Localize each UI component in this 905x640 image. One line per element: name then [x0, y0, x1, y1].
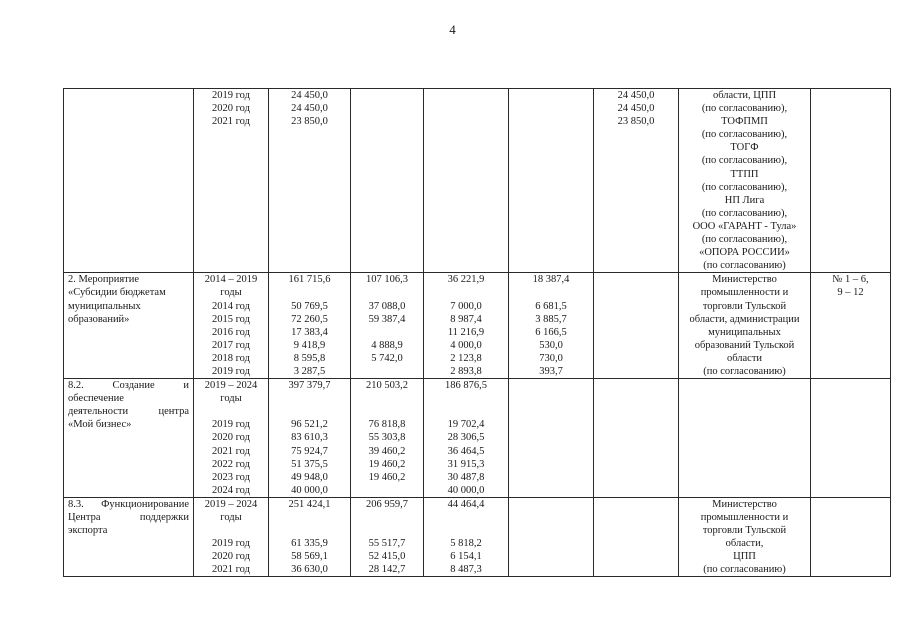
cell-line: 55 517,7	[368, 538, 406, 550]
cell-line	[428, 286, 504, 299]
cell-line: 23 850,0	[291, 116, 328, 128]
cell-line	[428, 392, 504, 405]
cell-line	[513, 286, 589, 299]
cell-line	[428, 524, 504, 537]
cell-line: 210 503,2	[366, 380, 408, 392]
cell-line	[355, 326, 419, 339]
cell-line: муниципальных	[68, 300, 141, 312]
responsible-cell	[679, 497, 811, 577]
cell-line: 393,7	[539, 365, 563, 377]
cell-line: деятельности центра	[68, 406, 189, 418]
cell-line: 8 595,8	[293, 352, 326, 364]
period-cell	[194, 273, 269, 379]
cell-line: ТТПП	[730, 168, 759, 180]
cell-line: 8 487,3	[450, 564, 482, 576]
cell-line	[355, 392, 419, 405]
cell-line: 58 569,1	[291, 551, 328, 563]
cell-line: 2. Мероприятие	[68, 274, 140, 286]
cell-line: 2017 год	[212, 339, 250, 351]
cell-line: 9 – 12	[837, 287, 864, 299]
total-amount-cell	[269, 89, 351, 273]
cell-line: 6 166,5	[535, 326, 567, 338]
cell-line: 19 460,2	[368, 458, 406, 470]
cell-line: 36 221,9	[447, 274, 485, 286]
table-row	[64, 379, 891, 498]
cell-line: № 1 – 6,	[832, 274, 869, 286]
cell-line: 61 335,9	[291, 538, 328, 550]
cell-line: 96 521,2	[291, 419, 328, 431]
cell-line: 186 876,5	[445, 380, 487, 392]
cell-line: 72 260,5	[291, 313, 328, 325]
cell-line: (по согласованию),	[701, 129, 788, 141]
cell-line: 2 893,8	[450, 365, 482, 377]
cell-line: области, ЦПП	[712, 90, 777, 101]
regional-budget-cell	[424, 497, 509, 577]
cell-line: 11 216,9	[447, 326, 485, 338]
cell-line: 24 450,0	[291, 90, 328, 101]
responsible-cell	[679, 89, 811, 273]
municipal-budget-cell	[509, 89, 594, 273]
cell-line: НП Лига	[724, 194, 765, 206]
cell-line: 2021 год	[212, 564, 250, 576]
cell-line	[273, 392, 346, 405]
activity-name-cell	[64, 497, 194, 577]
cell-line: 8.3. Функционирование	[68, 498, 189, 510]
cell-line: 49 948,0	[291, 471, 328, 483]
period-cell	[194, 89, 269, 273]
table-row	[64, 89, 891, 273]
cell-line: 76 818,8	[368, 419, 406, 431]
cell-line: 6 154,1	[450, 551, 482, 563]
cell-line	[273, 286, 346, 299]
cell-line: 36 630,0	[291, 564, 328, 576]
cell-line: 2019 год	[212, 365, 250, 377]
table-row	[64, 497, 891, 577]
cell-line: (по согласованию),	[701, 207, 788, 219]
cell-line: 50 769,5	[291, 300, 328, 312]
budget-table	[63, 88, 891, 577]
cell-line: 24 450,0	[617, 103, 655, 115]
cell-line: торговли Тульской	[702, 525, 787, 537]
cell-line: 59 387,4	[368, 313, 406, 325]
cell-line: 7 000,0	[450, 300, 482, 312]
cell-line: «Мой бизнес»	[68, 419, 132, 431]
cell-line: 161 715,6	[288, 274, 331, 286]
cell-line: 5 818,2	[450, 538, 482, 550]
regional-budget-cell	[424, 273, 509, 379]
cell-line: области	[726, 352, 763, 364]
table-row	[64, 273, 891, 379]
cell-line: (по согласованию),	[701, 103, 788, 115]
cell-line: 31 915,3	[447, 458, 485, 470]
activity-name-cell	[64, 273, 194, 379]
cell-line: 530,0	[539, 339, 563, 351]
other-sources-cell	[594, 497, 679, 577]
cell-line: годы	[220, 393, 242, 405]
cell-line: Министерство	[712, 274, 777, 286]
cell-line: 40 000,0	[447, 484, 485, 496]
cell-line: 2019 год	[212, 538, 250, 550]
cell-line: 2020 год	[212, 432, 250, 444]
cell-line: (по согласованию),	[701, 181, 788, 193]
cell-line: 24 450,0	[617, 90, 655, 101]
indicators-cell	[811, 379, 891, 498]
cell-line: 30 487,8	[447, 471, 485, 483]
cell-line: промышленности и	[700, 512, 789, 523]
cell-line: 3 287,5	[293, 365, 326, 377]
cell-line: 2024 год	[212, 484, 250, 496]
cell-line: 2019 год	[212, 90, 250, 101]
federal-budget-cell	[351, 497, 424, 577]
other-sources-cell	[594, 89, 679, 273]
cell-line: 51 375,5	[291, 458, 328, 470]
cell-line: 6 681,5	[535, 300, 567, 312]
cell-line: 2 123,8	[450, 352, 482, 364]
cell-line: 2014 – 2019	[204, 274, 258, 286]
cell-line	[273, 511, 346, 524]
cell-line: ТОФПМП	[721, 116, 768, 128]
period-cell	[194, 497, 269, 577]
cell-line: (по согласованию),	[701, 234, 788, 246]
cell-line: 2021 год	[212, 445, 250, 457]
cell-line: 2014 год	[212, 300, 250, 312]
cell-line: ЦПП	[733, 551, 756, 563]
total-amount-cell	[269, 497, 351, 577]
cell-line: Министерство	[712, 498, 777, 510]
cell-line: (по согласованию)	[703, 365, 786, 377]
cell-line: образований»	[68, 313, 130, 325]
cell-line: 37 088,0	[368, 300, 406, 312]
cell-line	[273, 524, 346, 537]
cell-line: (по согласованию)	[703, 564, 786, 576]
cell-line	[355, 511, 419, 524]
federal-budget-cell	[351, 273, 424, 379]
regional-budget-cell	[424, 379, 509, 498]
responsible-cell	[679, 273, 811, 379]
cell-line: 9 418,9	[293, 339, 326, 351]
federal-budget-cell	[351, 89, 424, 273]
municipal-budget-cell	[509, 273, 594, 379]
other-sources-cell	[594, 273, 679, 379]
page-number: 4	[449, 22, 456, 37]
cell-line: 4 000,0	[450, 339, 482, 351]
cell-line: 2020 год	[212, 103, 250, 115]
regional-budget-cell	[424, 89, 509, 273]
cell-line: 251 424,1	[288, 498, 331, 510]
indicators-cell	[811, 89, 891, 273]
cell-line: 24 450,0	[291, 103, 328, 115]
cell-line: образований Тульской	[694, 339, 795, 351]
cell-line: 206 959,7	[366, 498, 408, 510]
cell-line: 2019 – 2024	[204, 380, 258, 392]
cell-line: муниципальных	[708, 326, 781, 338]
cell-line: 18 387,4	[532, 274, 570, 286]
cell-line: «Субсидии бюджетам	[68, 287, 166, 299]
cell-line: 2018 год	[212, 352, 250, 364]
cell-line	[428, 405, 504, 418]
cell-line: годы	[220, 287, 242, 299]
cell-line: 55 303,8	[368, 432, 406, 444]
cell-line: 23 850,0	[617, 116, 655, 128]
cell-line: 52 415,0	[368, 551, 406, 563]
cell-line	[355, 365, 419, 378]
cell-line: 107 106,3	[366, 274, 408, 286]
cell-line: 28 306,5	[447, 432, 485, 444]
cell-line: 8.2. Создание и	[68, 380, 189, 392]
cell-line	[273, 405, 346, 418]
cell-line: 36 464,5	[447, 445, 485, 457]
cell-line: 83 610,3	[291, 432, 328, 444]
cell-line: (по согласованию),	[701, 155, 788, 167]
other-sources-cell	[594, 379, 679, 498]
cell-line	[198, 405, 264, 418]
municipal-budget-cell	[509, 497, 594, 577]
cell-line: 28 142,7	[368, 564, 406, 576]
cell-line: 4 888,9	[371, 339, 403, 351]
cell-line: 8 987,4	[450, 313, 482, 325]
cell-line: торговли Тульской	[702, 300, 787, 312]
cell-line: (по согласованию)	[703, 260, 786, 272]
cell-line	[355, 524, 419, 537]
cell-line: 2022 год	[212, 458, 250, 470]
cell-line: 44 464,4	[447, 498, 485, 510]
cell-line	[198, 524, 264, 537]
cell-line	[355, 484, 419, 497]
cell-line: 75 924,7	[291, 445, 328, 457]
indicators-cell	[811, 273, 891, 379]
cell-line: 730,0	[539, 352, 563, 364]
period-cell	[194, 379, 269, 498]
cell-line: 19 702,4	[447, 419, 485, 431]
cell-line: 2020 год	[212, 551, 250, 563]
cell-line: области, администрации	[689, 313, 800, 325]
cell-line: 2021 год	[212, 116, 250, 128]
cell-line: обеспечение	[68, 393, 124, 405]
municipal-budget-cell	[509, 379, 594, 498]
cell-line: «ОПОРА РОССИИ»	[699, 247, 790, 259]
cell-line: 3 885,7	[535, 313, 567, 325]
responsible-cell	[679, 379, 811, 498]
cell-line	[428, 511, 504, 524]
cell-line: ТОГФ	[730, 142, 759, 154]
cell-line: 397 379,7	[288, 380, 331, 392]
activity-name-cell	[64, 379, 194, 498]
cell-line: 19 460,2	[368, 471, 406, 483]
cell-line: 2015 год	[212, 313, 250, 325]
cell-line: 2019 год	[212, 419, 250, 431]
cell-line: 2016 год	[212, 326, 250, 338]
total-amount-cell	[269, 379, 351, 498]
cell-line	[355, 286, 419, 299]
cell-line: 17 383,4	[291, 326, 328, 338]
cell-line: годы	[220, 512, 242, 523]
cell-line: Центра поддержки	[68, 512, 189, 523]
cell-line	[355, 405, 419, 418]
cell-line: 2019 – 2024	[204, 498, 258, 510]
cell-line: 2023 год	[212, 471, 250, 483]
cell-line: 5 742,0	[371, 352, 403, 364]
cell-line: промышленности и	[700, 287, 789, 299]
cell-line: области,	[725, 538, 764, 550]
activity-name-cell	[64, 89, 194, 273]
federal-budget-cell	[351, 379, 424, 498]
total-amount-cell	[269, 273, 351, 379]
cell-line: ООО «ГАРАНТ - Тула»	[692, 220, 797, 232]
cell-line: 40 000,0	[291, 484, 328, 496]
cell-line: 39 460,2	[368, 445, 406, 457]
indicators-cell	[811, 497, 891, 577]
cell-line: экспорта	[68, 525, 108, 537]
